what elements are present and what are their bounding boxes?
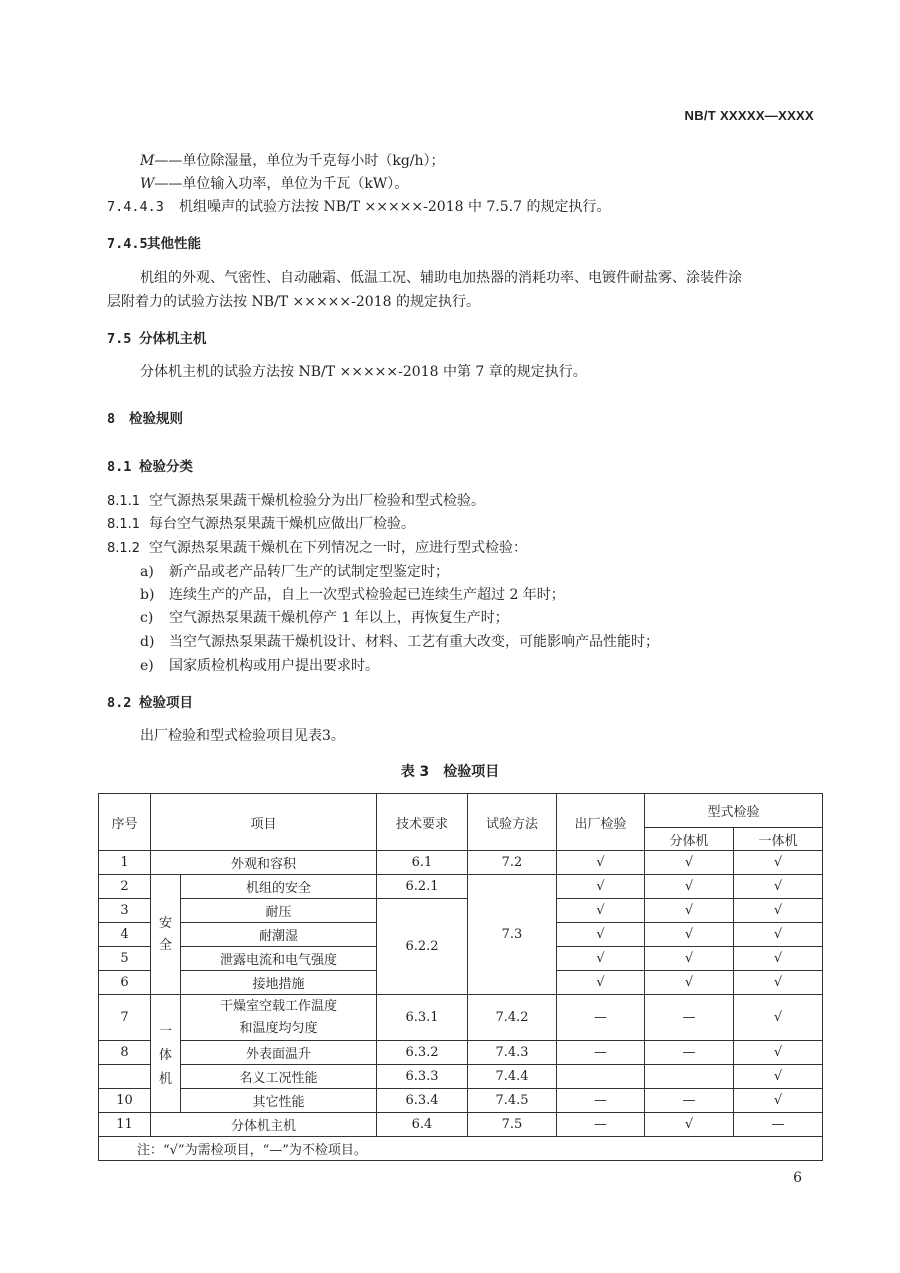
heading-number: 7.4.5 [107,236,148,252]
cell-method: 7.4.5 [468,1089,557,1113]
list-item-a [140,561,449,581]
cell-item: 机组的安全 [181,875,377,899]
clause-8-1-1-b [107,513,415,533]
table-row [99,1041,823,1065]
cell-split: √ [645,923,734,947]
cell-factory [557,1065,645,1089]
variable-m-definition [140,150,445,170]
heading-8-1 [107,455,193,475]
cell-split: — [645,1089,734,1113]
clause-7-4-4-3 [107,196,610,216]
table-row [99,1065,823,1089]
table-row [99,1089,823,1113]
cell-split: — [645,995,734,1041]
cell-item: 接地措施 [181,971,377,995]
heading-7-4-5 [107,232,201,252]
heading-number: 8 [107,411,116,427]
cell-method: 7.2 [468,851,557,875]
cell-req: 6.3.4 [377,1089,468,1113]
header-split: 分体机 [645,828,734,851]
header-type: 型式检验 [645,794,823,828]
cell-no [99,1065,151,1089]
table-row [99,995,823,1041]
heading-8 [107,407,183,427]
cell-item: 分体机主机 [151,1113,377,1137]
cell-factory: — [557,1089,645,1113]
var-m-symbol: M [140,153,155,169]
cell-no: 6 [99,971,151,995]
cell-method: 7.3 [468,875,557,995]
heading-title: 分体机主机 [139,331,207,347]
header-integral: 一体机 [734,828,823,851]
clause-text: 空气源热泵果蔬干燥机在下列情况之一时，应进行型式检验： [149,540,527,556]
cell-item: 耐潮湿 [181,923,377,947]
cell-split: √ [645,875,734,899]
cell-item: 干燥室空载工作温度 和温度均匀度 [181,995,377,1041]
clause-8-1-2 [107,537,527,557]
list-text: 新产品或老产品转厂生产的试制定型鉴定时； [169,564,449,580]
list-label: d) [140,634,155,650]
cell-no: 11 [99,1113,151,1137]
header-item: 项目 [151,794,377,851]
clause-number: 8.1.1 [107,494,141,509]
cell-integral: √ [734,947,823,971]
cell-req: 6.2.1 [377,875,468,899]
cell-factory: √ [557,851,645,875]
cell-factory: √ [557,899,645,923]
header-factory: 出厂检验 [557,794,645,851]
heading-title: 其他性能 [147,236,201,252]
cell-integral: — [734,1113,823,1137]
paragraph-7-4-5-line2: 层附着力的试验方法按 NB/T ×××××-2018 的规定执行。 [107,294,480,310]
cell-no: 1 [99,851,151,875]
list-text: 空气源热泵果蔬干燥机停产 1 年以上，再恢复生产时； [169,610,509,626]
cell-split [645,1065,734,1089]
list-label: a) [140,564,154,580]
list-item-e [140,655,379,675]
cell-factory: √ [557,875,645,899]
table-caption: 表 3 检验项目 [400,764,500,780]
heading-8-2 [107,691,193,711]
list-text: 连续生产的产品，自上一次型式检验起已连续生产超过 2 年时； [169,587,565,603]
cell-factory: √ [557,947,645,971]
header-row [99,794,823,828]
paragraph-7-4-5-line1: 机组的外观、气密性、自动融霜、低温工况、辅助电加热器的消耗功率、电镀件耐盐雾、涂装件涂 [140,270,742,286]
list-label: c) [140,610,154,626]
heading-title: 检验项目 [139,695,193,711]
group-integral: 一 体 机 [151,995,181,1113]
cell-integral: √ [734,1065,823,1089]
cell-req: 6.3.1 [377,995,468,1041]
cell-req: 6.2.2 [377,899,468,995]
list-item-d [140,631,659,651]
cell-no: 4 [99,923,151,947]
cell-split: √ [645,947,734,971]
cell-factory: √ [557,923,645,947]
cell-item: 外观和容积 [151,851,377,875]
clause-number: 8.1.2 [107,541,141,556]
clause-number: 8.1.1 [107,517,141,532]
cell-method: 7.4.3 [468,1041,557,1065]
cell-integral: √ [734,923,823,947]
table-note: 注：“√”为需检项目，“—”为不检项目。 [99,1137,823,1161]
cell-req: 6.3.3 [377,1065,468,1089]
cell-method: 7.5 [468,1113,557,1137]
cell-req: 6.3.2 [377,1041,468,1065]
header-req: 技术要求 [377,794,468,851]
cell-item: 耐压 [181,899,377,923]
cell-integral: √ [734,1041,823,1065]
paragraph-8-2: 出厂检验和型式检验项目见表3。 [140,728,345,744]
cell-no: 5 [99,947,151,971]
table-row [99,1113,823,1137]
heading-7-5 [107,327,207,347]
cell-method: 7.4.2 [468,995,557,1041]
paragraph-7-5: 分体机主机的试验方法按 NB/T ×××××-2018 中第 7 章的规定执行。 [140,364,587,380]
cell-split: — [645,1041,734,1065]
list-text: 当空气源热泵果蔬干燥机设计、材料、工艺有重大改变，可能影响产品性能时； [169,634,659,650]
cell-no: 3 [99,899,151,923]
document-code: NB/T XXXXX—XXXX [684,108,814,123]
header-no: 序号 [99,794,151,851]
list-item-c [140,607,509,627]
cell-item: 其它性能 [181,1089,377,1113]
table-row [99,899,823,923]
cell-req: 6.1 [377,851,468,875]
inspection-items-table [98,793,823,1161]
cell-factory: √ [557,971,645,995]
cell-integral: √ [734,899,823,923]
heading-title: 检验分类 [139,459,193,475]
page-number: 6 [793,1170,802,1186]
cell-item: 外表面温升 [181,1041,377,1065]
cell-split: √ [645,851,734,875]
cell-factory: — [557,1113,645,1137]
table-row [99,875,823,899]
cell-integral: √ [734,851,823,875]
cell-split: √ [645,1113,734,1137]
clause-text: 每台空气源热泵果蔬干燥机应做出厂检验。 [149,516,415,532]
cell-integral: √ [734,875,823,899]
table-row [99,851,823,875]
cell-no: 7 [99,995,151,1041]
cell-method: 7.4.4 [468,1065,557,1089]
heading-number: 7.5 [107,331,132,347]
clause-text: 空气源热泵果蔬干燥机检验分为出厂检验和型式检验。 [149,493,485,509]
note-row [99,1137,823,1161]
cell-req: 6.4 [377,1113,468,1137]
cell-no: 10 [99,1089,151,1113]
var-m-text: ——单位除湿量，单位为千克每小时（kg/h）； [154,153,445,169]
cell-no: 2 [99,875,151,899]
list-item-b [140,584,565,604]
header-method: 试验方法 [468,794,557,851]
var-w-text: ——单位输入功率，单位为千瓦（kW）。 [154,176,409,192]
var-w-symbol: W [140,176,155,192]
group-safety: 安 全 [151,875,181,995]
cell-integral: √ [734,995,823,1041]
cell-item: 名义工况性能 [181,1065,377,1089]
heading-number: 8.1 [107,459,132,475]
clause-text: 机组噪声的试验方法按 NB/T ×××××-2018 中 7.5.7 的规定执行。 [179,199,611,215]
cell-item: 泄露电流和电气强度 [181,947,377,971]
cell-no: 8 [99,1041,151,1065]
list-text: 国家质检机构或用户提出要求时。 [169,658,379,674]
clause-8-1-1-a [107,490,485,510]
cell-integral: √ [734,1089,823,1113]
variable-w-definition [140,173,408,193]
heading-title: 检验规则 [129,411,183,427]
cell-split: √ [645,971,734,995]
cell-factory: — [557,1041,645,1065]
list-label: e) [140,658,154,674]
cell-integral: √ [734,971,823,995]
clause-number: 7.4.4.3 [107,199,164,215]
heading-number: 8.2 [107,695,132,711]
cell-factory: — [557,995,645,1041]
cell-split: √ [645,899,734,923]
list-label: b) [140,587,155,603]
